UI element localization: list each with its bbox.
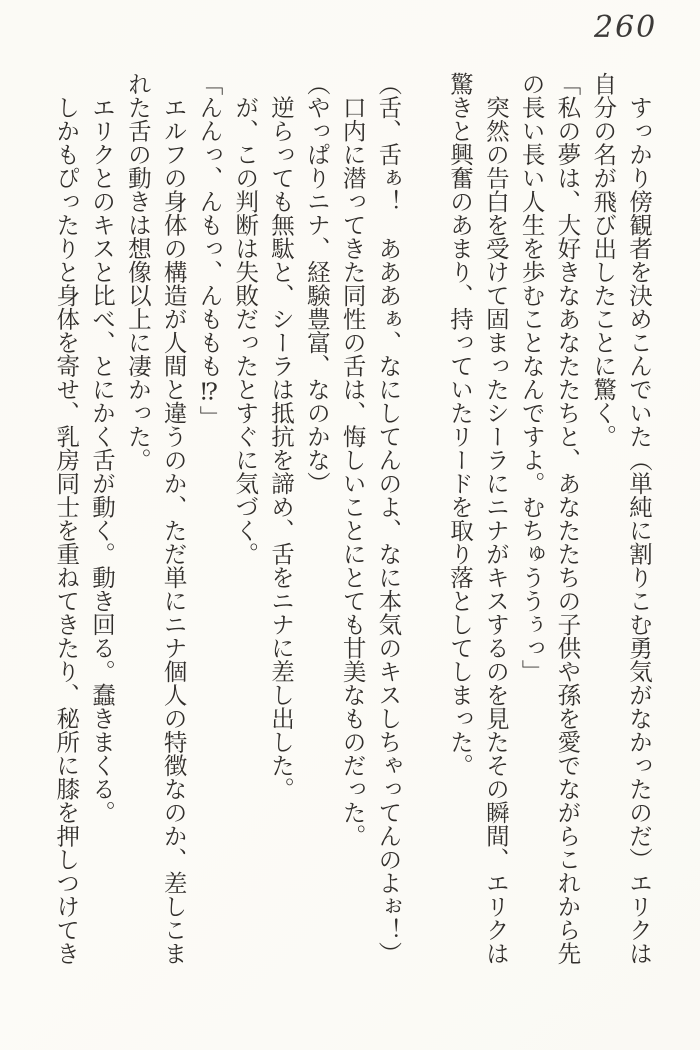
page-number: 260 [594,10,658,45]
text-line-11: が、この判断は失敗だったとすぐに気づく。 [231,72,260,566]
blank-line [405,72,441,972]
text-line-10: 逆らっても無駄と、シーラは抵抗を諦め、舌をニナに差し出した。 [267,72,296,801]
text-line-16: しかもぴったりと身体を寄せ、乳房同士を重ねてきたり、秘所に膝を押しつけてき [52,72,81,965]
text-line-8: 口内に潜ってきた同性の舌は、悔しいことにとても甘美なものだった。 [338,72,367,848]
text-line-4: の長い長い人生を歩むことなんですよ。むちゅううぅっ」 [517,72,546,683]
text-line-3: 「私の夢は、大好きなあなたたちと、あなたたちの子供や孫を愛でながらこれから先 [553,72,582,965]
text-line-9: （やっぱりニナ、経験豊富、なのかな） [302,72,331,495]
text-line-2: 自分の名が飛び出したことに驚く。 [589,72,618,448]
text-line-7: （舌、舌ぁ！ あああぁ、なにしてんのよ、なに本気のキスしちゃってんのよぉ！） [374,72,403,965]
text-line-14: れた舌の動きは想像以上に凄かった。 [123,72,152,472]
text-line-5: 突然の告白を受けて固まったシーラにニナがキスするのを見たその瞬間、エリクは [481,72,510,965]
body-text [47,72,656,972]
text-line-6: 驚きと興奮のあまり、持っていたリードを取り落としてしまった。 [446,72,475,777]
text-line-13: エルフの身体の構造が人間と違うのか、ただ単にニナ個人の特徴なのか、差しこま [159,72,188,965]
text-line-15: エリクとのキスと比べ、とにかく舌が動く。動き回る。蠢きまくる。 [88,72,117,824]
text-line-1: すっかり傍観者を決めこんでいた（単純に割りこむ勇気がなかったのだ）エリクは [625,72,653,965]
text-line-12: 「んんっ、んもっ、んももも⁉」 [195,72,224,429]
